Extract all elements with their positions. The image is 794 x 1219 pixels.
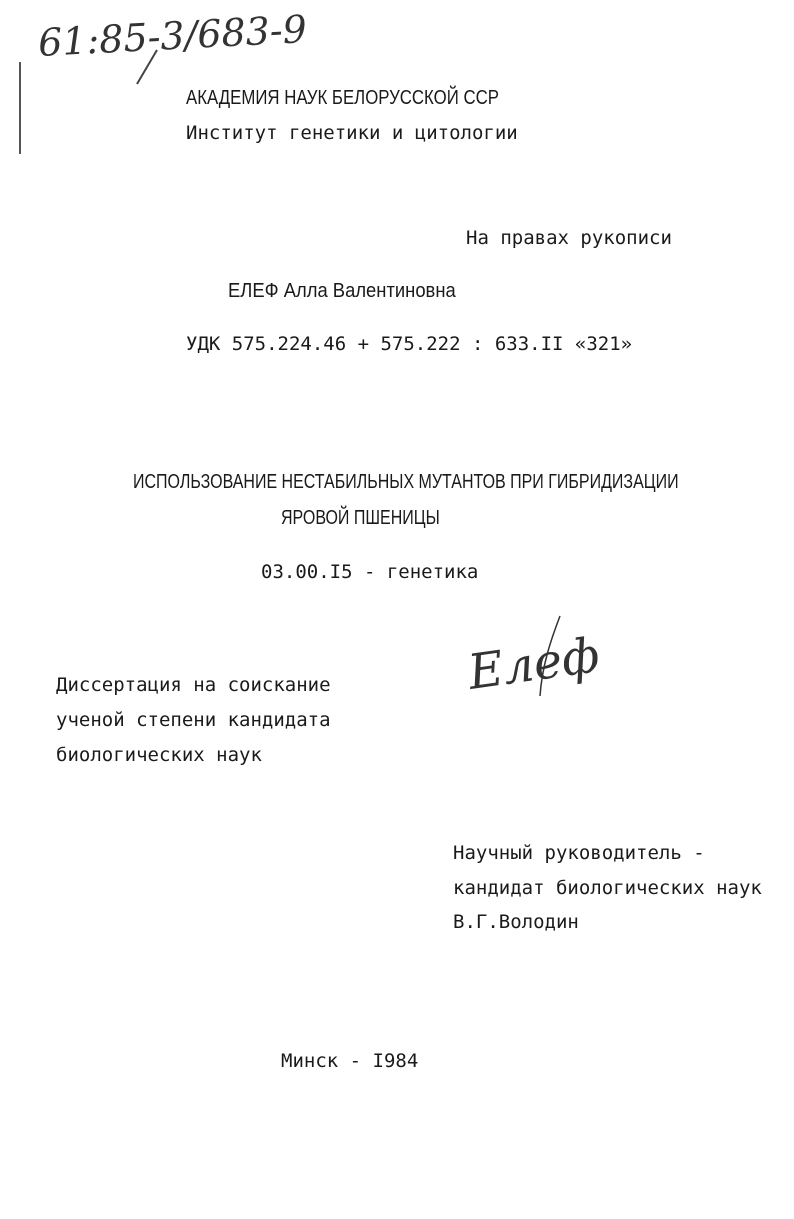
institute-name: Институт генетики и цитологии [186,122,518,144]
author-signature: Елеф [464,627,603,701]
archive-code-slash [125,48,165,88]
author-name: ЕЛЕФ Алла Валентиновна [228,280,456,302]
degree-line-3: биологических наук [56,744,262,766]
specialty-code: 03.00.I5 - генетика [261,561,479,583]
margin-line [19,62,21,154]
place-year: Минск - I984 [281,1050,419,1072]
supervisor-line-1: Научный руководитель - [453,842,705,864]
supervisor-name: В.Г.Володин [453,911,579,933]
degree-line-1: Диссертация на соискание [56,674,331,696]
archive-code: 61:85-3/683-9 [37,6,308,66]
udc-code: УДК 575.224.46 + 575.222 : 633.II «321» [186,333,633,355]
degree-line-2: ученой степени кандидата [56,709,331,731]
thesis-title-line-1: ИСПОЛЬЗОВАНИЕ НЕСТАБИЛЬНЫХ МУТАНТОВ ПРИ ГИБРИДИЗАЦИИ [133,471,679,493]
signature-flourish [520,612,570,702]
academy-heading: АКАДЕМИЯ НАУК БЕЛОРУССКОЙ ССР [186,87,499,109]
thesis-title-line-2: ЯРОВОЙ ПШЕНИЦЫ [281,507,440,529]
supervisor-line-2: кандидат биологических наук [453,877,762,899]
manuscript-note: На правах рукописи [466,227,672,249]
